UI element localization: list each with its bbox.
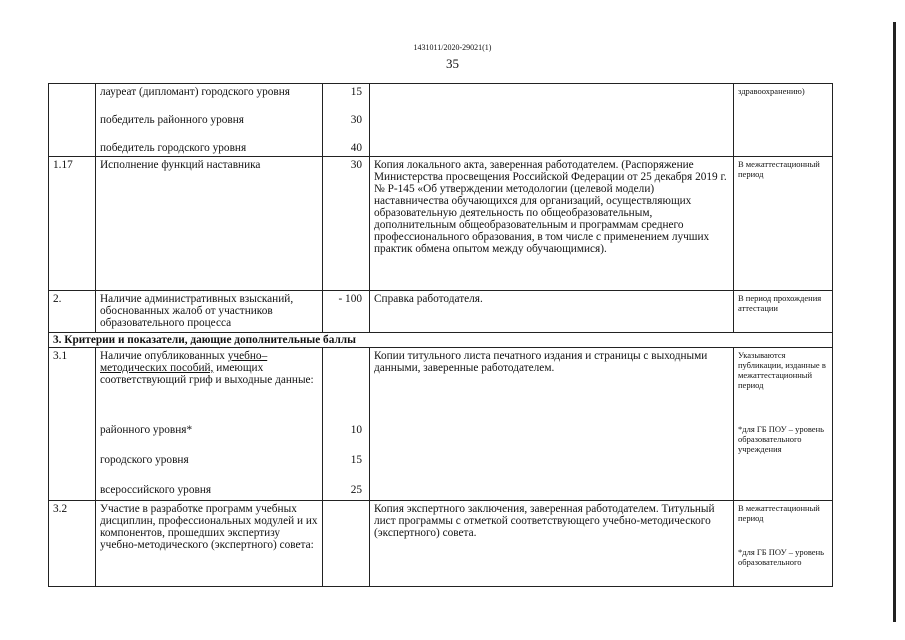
criterion-text-underlined: учебно–методических пособий, xyxy=(100,350,268,374)
points-value: - 100 xyxy=(323,291,370,333)
note-text: *для ГБ ПОУ – уровень образовательного учреждения xyxy=(738,424,825,454)
points-cell xyxy=(323,348,370,501)
section-header-row xyxy=(49,333,833,348)
note-cell: В межаттестационный период xyxy=(734,157,833,291)
points-value: 30 xyxy=(323,157,370,291)
criterion-cell: Исполнение функций наставника xyxy=(96,157,323,291)
points-value: 25 xyxy=(350,484,362,496)
criterion-text-part: имеющих соответствующий гриф и выходные данные: xyxy=(100,362,314,386)
evidence-cell: Копия экспертного заключения, заверенная работодателем. Титульный лист программы с отметкой соответствующего учебно-методического (экспертного) совета. xyxy=(370,501,734,587)
criteria-table xyxy=(48,83,833,587)
evidence-cell xyxy=(370,84,734,157)
table-row xyxy=(49,501,833,587)
points-value: 30 xyxy=(350,114,362,126)
points-spacer xyxy=(327,350,362,424)
criterion-text xyxy=(100,350,318,424)
level-item: лауреат (дипломант) городского уровня xyxy=(100,86,290,98)
criterion-cell: Наличие административных взысканий, обоснованных жалоб от участников образовательного процесса xyxy=(96,291,323,333)
criterion-cell xyxy=(96,84,323,157)
section-title: 3. Критерии и показатели, дающие дополнительные баллы xyxy=(49,333,833,348)
table-row xyxy=(49,291,833,333)
row-number: 1.17 xyxy=(49,157,96,291)
note-text: *для ГБ ПОУ – уровень образовательного xyxy=(738,547,825,567)
criterion-text-part: Наличие опубликованных xyxy=(100,350,228,362)
criterion-cell xyxy=(96,348,323,501)
note-cell: здравоохранению) xyxy=(734,84,833,157)
table-row xyxy=(49,157,833,291)
criterion-cell: Участие в разработке программ учебных дисциплин, профессиональных модулей и их компонентов, прошедших экспертизу учебно-методического (экспертного) совета: xyxy=(96,501,323,587)
level-item: победитель районного уровня xyxy=(100,114,244,126)
note-cell xyxy=(734,348,833,501)
evidence-cell: Копии титульного листа печатного издания и страницы с выходными данными, заверенные работодателем. xyxy=(370,348,734,501)
row-number xyxy=(49,84,96,157)
document-number: 1431011/2020-29021(1) xyxy=(413,43,492,52)
level-item: районного уровня* xyxy=(100,424,193,436)
row-number: 2. xyxy=(49,291,96,333)
evidence-cell: Справка работодателя. xyxy=(370,291,734,333)
page-edge-line xyxy=(893,22,896,622)
page-number: 35 xyxy=(446,56,459,71)
row-number: 3.1 xyxy=(49,348,96,501)
points-value: 40 xyxy=(350,142,362,154)
level-item: всероссийского уровня xyxy=(100,484,212,496)
note-cell: В период прохождения аттестации xyxy=(734,291,833,333)
points-value: 10 xyxy=(350,424,362,436)
note-text: В межаттестационный период xyxy=(738,503,820,523)
table-row xyxy=(49,84,833,157)
table-row xyxy=(49,348,833,501)
points-cell xyxy=(323,84,370,157)
level-item: городского уровня xyxy=(100,454,189,466)
points-value: 15 xyxy=(350,86,362,98)
row-number: 3.2 xyxy=(49,501,96,587)
note-text: Указываются публикации, изданные в межаттестационный период xyxy=(738,350,826,390)
evidence-cell: Копия локального акта, заверенная работодателем. (Распоряжение Министерства просвещения Российской Федерации от 25 декабря 2019 г. № Р-145 «Об утверждении методологии (целевой модели) наставничества обучающихся для организаций, осуществляющих образовательную деятельность по общеобразовательным, дополнительным общеобразовательным и программам среднего профессионального образования, в том числе с применением лучших практик обмена опытом между обучающимися). xyxy=(370,157,734,291)
points-value: 15 xyxy=(350,454,362,466)
level-item: победитель городского уровня xyxy=(100,142,247,154)
points-cell xyxy=(323,501,370,587)
note-cell xyxy=(734,501,833,587)
